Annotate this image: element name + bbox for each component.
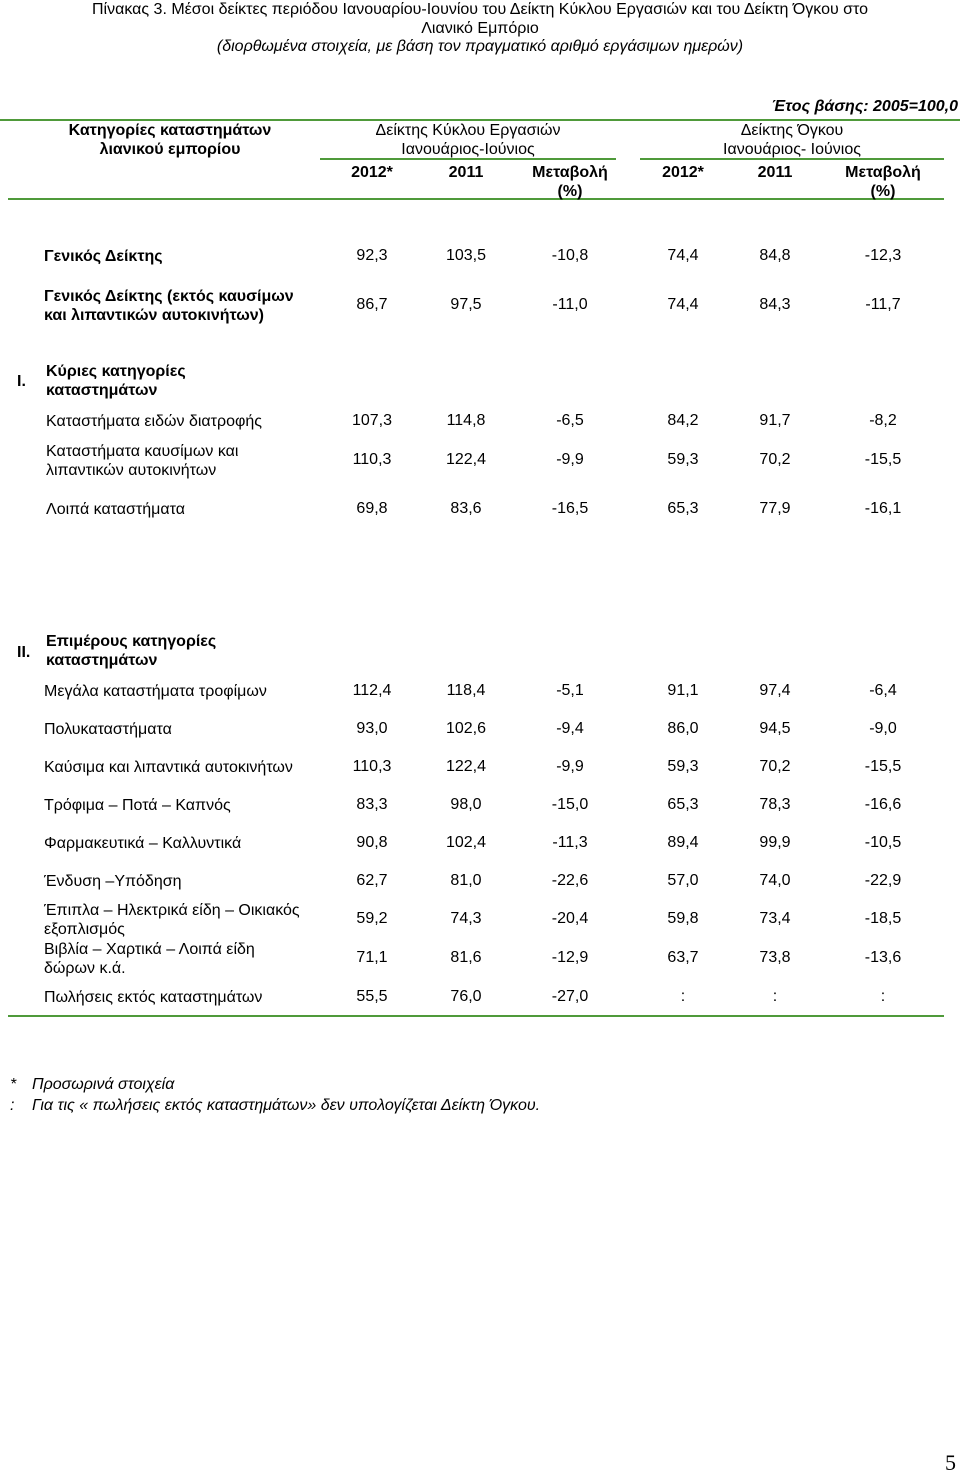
row-label-line2: λιπαντικών αυτοκινήτων xyxy=(46,462,217,479)
row-label-line1: Βιβλία – Χαρτικά – Λοιπά είδη xyxy=(44,941,255,958)
row-label-line1: Ένδυση –Υπόδηση xyxy=(44,873,182,890)
section2-title xyxy=(46,632,216,670)
section1-title xyxy=(46,362,186,400)
row-label-line2: εξοπλισμός xyxy=(44,921,125,938)
row-label xyxy=(46,412,262,431)
section1-title-line2: καταστημάτων xyxy=(46,382,158,399)
category-header xyxy=(40,121,300,159)
row-label xyxy=(44,988,262,1007)
cell-value: -9,0 xyxy=(869,720,897,737)
row-label-line2: και λιπαντικών αυτοκινήτων) xyxy=(44,307,264,324)
row-label xyxy=(44,834,241,853)
cell-value: 74,4 xyxy=(667,296,699,313)
row-label xyxy=(44,682,267,701)
volume-header-line1: Δείκτης Όγκου xyxy=(740,122,844,139)
cell-value: 55,5 xyxy=(356,988,388,1005)
cell-value: 84,2 xyxy=(667,412,699,429)
row-label xyxy=(44,796,231,815)
cell-value: 103,5 xyxy=(445,247,487,264)
cell-value: 74,3 xyxy=(450,910,482,927)
cell-value: -22,6 xyxy=(551,872,589,889)
cell-value: 59,8 xyxy=(667,910,699,927)
cell-value: 65,3 xyxy=(667,796,699,813)
cell-value: 92,3 xyxy=(356,247,388,264)
cell-value: 71,1 xyxy=(356,949,388,966)
row-label-line1: Γενικός Δείκτης xyxy=(44,248,163,265)
cell-value: 65,3 xyxy=(667,500,699,517)
cell-value: 84,8 xyxy=(759,247,791,264)
table-title-line1: Πίνακας 3. Μέσοι δείκτες περιόδου Ιανουαρίου-Ιουνίου του Δείκτη Κύκλου Εργασιών και του Δείκτη Όγκου στο xyxy=(91,1,869,18)
cell-value: 97,5 xyxy=(450,296,482,313)
cell-value: 76,0 xyxy=(450,988,482,1005)
col-volume-change-line1: Μεταβολή xyxy=(845,164,921,181)
row-label-line1: Καταστήματα καυσίμων και xyxy=(46,443,239,460)
cell-value: 59,3 xyxy=(667,451,699,468)
cell-value: -16,1 xyxy=(864,500,902,517)
cell-value: 107,3 xyxy=(351,412,393,429)
cell-value: 91,1 xyxy=(667,682,699,699)
section1-title-line1: Κύριες κατηγορίες xyxy=(46,363,186,380)
cell-value: 57,0 xyxy=(667,872,699,889)
row-label-line1: Έπιπλα – Ηλεκτρικά είδη – Οικιακός xyxy=(44,902,300,919)
col-volume-2011: 2011 xyxy=(757,164,793,181)
category-header-line2: λιανικού εμπορίου xyxy=(99,141,241,158)
cell-value: -13,6 xyxy=(864,949,902,966)
cell-value: 83,3 xyxy=(356,796,388,813)
cell-value: 70,2 xyxy=(759,758,791,775)
turnover-header-line1: Δείκτης Κύκλου Εργασιών xyxy=(375,122,561,139)
row-label xyxy=(44,287,294,325)
row-label xyxy=(44,872,182,891)
cell-value: 69,8 xyxy=(356,500,388,517)
cell-value: 98,0 xyxy=(450,796,482,813)
cell-value: -11,3 xyxy=(552,834,588,851)
cell-value: 74,0 xyxy=(759,872,791,889)
row-label-line1: Γενικός Δείκτης (εκτός καυσίμων xyxy=(44,288,294,305)
cell-value: 73,8 xyxy=(759,949,791,966)
row-label-line1: Πωλήσεις εκτός καταστημάτων xyxy=(44,989,263,1006)
cell-value: -15,5 xyxy=(864,758,902,775)
cell-value: 84,3 xyxy=(759,296,791,313)
section1-roman: I. xyxy=(17,373,26,390)
cell-value: -20,4 xyxy=(551,910,589,927)
row-label xyxy=(44,758,293,777)
cell-value: 114,8 xyxy=(446,412,486,429)
note-2-mark: : xyxy=(10,1097,15,1114)
cell-value: 86,0 xyxy=(667,720,699,737)
table-title xyxy=(0,0,960,38)
row-label xyxy=(44,940,255,978)
cell-value: : xyxy=(772,988,778,1005)
cell-value: -6,4 xyxy=(869,682,897,699)
row-label-line1: Μεγάλα καταστήματα τροφίμων xyxy=(44,683,267,700)
row-label-line1: Τρόφιμα – Ποτά – Καπνός xyxy=(44,797,231,814)
cell-value: 77,9 xyxy=(759,500,791,517)
col-turnover-2011: 2011 xyxy=(448,164,484,181)
cell-value: -12,9 xyxy=(551,949,589,966)
row-label-line1: Φαρμακευτικά – Καλλυντικά xyxy=(44,835,242,852)
category-header-line1: Κατηγορίες καταστημάτων xyxy=(68,122,272,139)
cell-value: : xyxy=(680,988,686,1005)
base-year: Έτος βάσης: 2005=100,0 xyxy=(771,98,958,115)
volume-header-line2: Ιανουάριος- Ιούνιος xyxy=(723,141,861,158)
cell-value: 62,7 xyxy=(356,872,388,889)
cell-value: -15,0 xyxy=(551,796,589,813)
cell-value: 97,4 xyxy=(759,682,791,699)
row-label-line1: Λοιπά καταστήματα xyxy=(46,501,185,518)
row-label xyxy=(44,247,163,266)
cell-value: 73,4 xyxy=(759,910,791,927)
col-volume-change xyxy=(838,163,928,201)
col-turnover-change-line2: (%) xyxy=(557,183,583,200)
col-turnover-change xyxy=(525,163,615,201)
cell-value: 59,3 xyxy=(667,758,699,775)
col-volume-2012: 2012* xyxy=(662,164,704,181)
row-label-line1: Πολυκαταστήματα xyxy=(44,721,172,738)
note-1 xyxy=(10,1076,174,1094)
cell-value: -11,7 xyxy=(865,296,901,313)
row-label-line2: δώρων κ.ά. xyxy=(44,960,126,977)
cell-value: 89,4 xyxy=(667,834,699,851)
section2-title-line2: καταστημάτων xyxy=(46,652,158,669)
volume-header xyxy=(640,121,944,159)
cell-value: 83,6 xyxy=(450,500,482,517)
cell-value: 70,2 xyxy=(759,451,791,468)
row-label-line1: Καταστήματα ειδών διατροφής xyxy=(46,413,262,430)
cell-value: 78,3 xyxy=(759,796,791,813)
table-subtitle: (διορθωμένα στοιχεία, με βάση τον πραγματικό αριθμό εργάσιμων ημερών) xyxy=(216,38,744,55)
section2-roman: II. xyxy=(17,644,31,661)
cell-value: -9,9 xyxy=(556,758,584,775)
cell-value: -11,0 xyxy=(552,296,588,313)
cell-value: 102,4 xyxy=(445,834,487,851)
cell-value: -10,5 xyxy=(864,834,902,851)
table-title-line2: Λιανικό Εμπόριο xyxy=(421,20,539,37)
col-turnover-2012: 2012* xyxy=(351,164,393,181)
row-label-line1: Καύσιμα και λιπαντικά αυτοκινήτων xyxy=(44,759,293,776)
cell-value: 81,6 xyxy=(450,949,482,966)
cell-value: 122,4 xyxy=(445,451,487,468)
cell-value: 91,7 xyxy=(759,412,791,429)
cell-value: 94,5 xyxy=(759,720,791,737)
cell-value: -9,9 xyxy=(556,451,584,468)
row-label xyxy=(46,500,185,519)
cell-value: 99,9 xyxy=(759,834,791,851)
note-2 xyxy=(10,1097,540,1115)
cell-value: 122,4 xyxy=(445,758,487,775)
section2-title-line1: Επιμέρους κατηγορίες xyxy=(46,633,217,650)
note-2-text: Για τις « πωλήσεις εκτός καταστημάτων» δεν υπολογίζεται Δείκτη Όγκου. xyxy=(32,1097,541,1114)
cell-value: 102,6 xyxy=(445,720,487,737)
cell-value: 118,4 xyxy=(446,682,486,699)
cell-value: -16,5 xyxy=(551,500,589,517)
table-bottom-rule xyxy=(8,1015,944,1017)
cell-value: -9,4 xyxy=(556,720,584,737)
cell-value: -22,9 xyxy=(864,872,902,889)
cell-value: 81,0 xyxy=(450,872,482,889)
cell-value: 86,7 xyxy=(356,296,388,313)
cell-value: -6,5 xyxy=(556,412,584,429)
cell-value: 93,0 xyxy=(356,720,388,737)
page-number: 5 xyxy=(945,1450,956,1475)
cell-value: 110,3 xyxy=(352,758,392,775)
cell-value: -15,5 xyxy=(864,451,902,468)
row-label xyxy=(46,442,238,480)
row-label xyxy=(44,720,172,739)
col-volume-change-line2: (%) xyxy=(870,183,896,200)
cell-value: 90,8 xyxy=(356,834,388,851)
cell-value: -5,1 xyxy=(556,682,584,699)
cell-value: -18,5 xyxy=(864,910,902,927)
cell-value: 74,4 xyxy=(667,247,699,264)
cell-value: 110,3 xyxy=(352,451,392,468)
cell-value: -8,2 xyxy=(869,412,897,429)
note-1-text: Προσωρινά στοιχεία xyxy=(32,1076,175,1093)
row-label xyxy=(44,901,300,939)
cell-value: -27,0 xyxy=(551,988,589,1005)
cell-value: 63,7 xyxy=(667,949,699,966)
turnover-header-line2: Ιανουάριος-Ιούνιος xyxy=(401,141,535,158)
cell-value: -10,8 xyxy=(551,247,589,264)
header-bottom-rule xyxy=(8,198,944,200)
cell-value: -12,3 xyxy=(864,247,902,264)
cell-value: 112,4 xyxy=(352,682,392,699)
col-turnover-change-line1: Μεταβολή xyxy=(532,164,608,181)
cell-value: : xyxy=(880,988,886,1005)
turnover-header xyxy=(320,121,616,159)
note-1-mark: * xyxy=(10,1076,17,1093)
cell-value: 59,2 xyxy=(356,910,388,927)
cell-value: -16,6 xyxy=(864,796,902,813)
